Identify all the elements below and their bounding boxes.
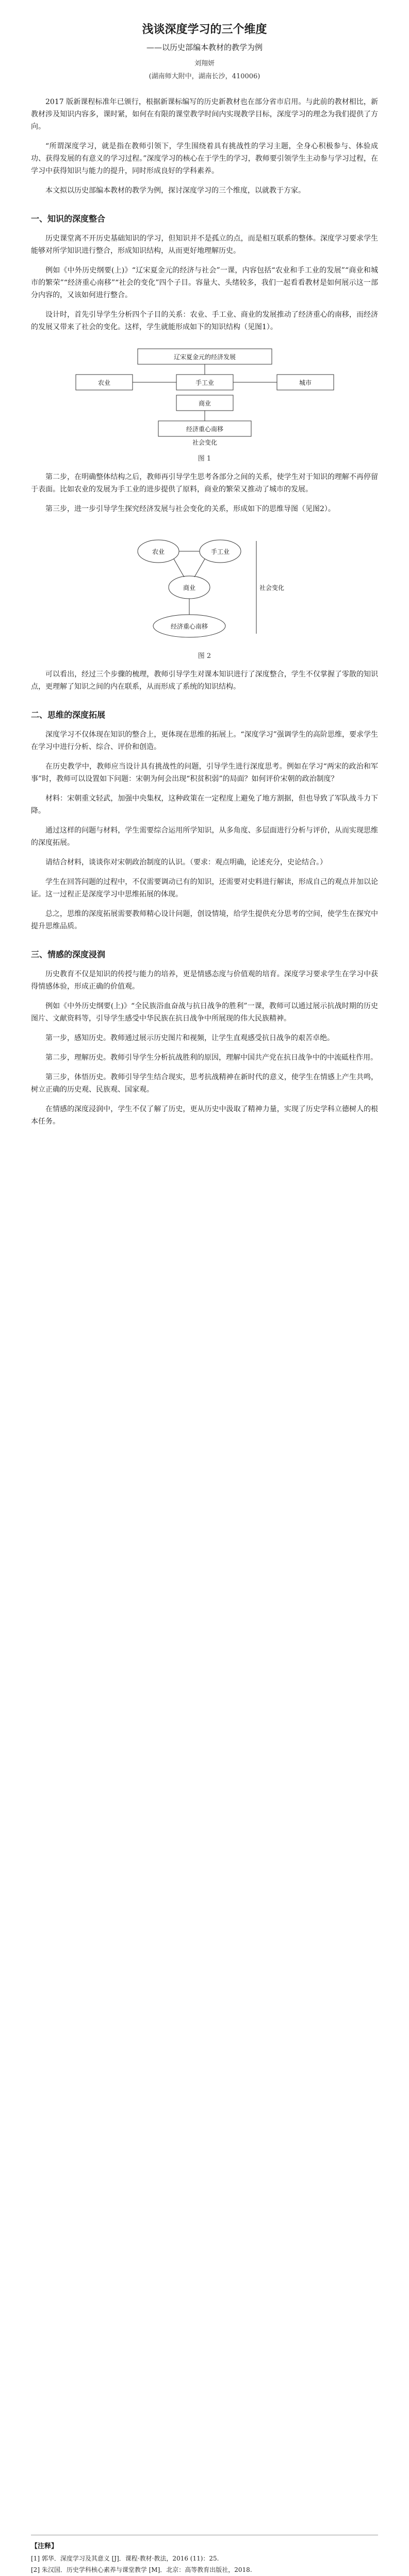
figure-2-diagram — [102, 526, 308, 644]
section1-paragraph: 历史课堂离不开历史基础知识的学习，但知识并不是孤立的点，而是相互联系的整体。深度学习要求学生能够对所学知识进行整合，形成知识结构，从而更好地理解历史。 — [31, 234, 378, 255]
footnote-item: [2] 朱汉国．历史学科核心素养与课堂教学 [M]．北京：高等教育出版社，2018. — [31, 2566, 252, 2573]
fig1-top-text: 辽宋夏金元的经济发展 — [173, 353, 236, 361]
section-heading-3: 三、情感的深度浸润 — [31, 950, 106, 959]
fig2-edge-2 — [194, 559, 205, 577]
article-subtitle: ——以历史部编本教材的教学为例 — [146, 43, 263, 52]
section3-paragraph: 在情感的深度浸润中，学生不仅了解了历史，更从历史中汲取了精神力量，实现了历史学科立德树人的根本任务。 — [31, 1105, 378, 1126]
footnotes-list — [31, 2553, 378, 2576]
figure-1 — [31, 344, 378, 463]
section1-paragraph: 例如《中外历史纲要(上)》“辽宋夏金元的经济与社会”一课，内容包括“农业和手工业的发展”“商业和城市的繁荣”“经济重心南移”“社会的变化”四个子目。容量大、头绪较多，我们一起看看教材是如何展示这一部分内容的，又该如何进行整合。 — [31, 266, 378, 299]
section-heading-2: 二、思维的深度拓展 — [31, 710, 106, 720]
fig2-node-1-text: 农业 — [152, 548, 165, 555]
section2-paragraph: 学生在回答问题的过程中，不仅需要调动已有的知识，还需要对史料进行解读，形成自己的观点并加以论证。这一过程正是深度学习中思维拓展的体现。 — [31, 878, 378, 899]
section2-paragraph: 深度学习不仅体现在知识的整合上，更体现在思维的拓展上。“深度学习”强调学生的高阶思维，要求学生在学习中进行分析、综合、评价和创造。 — [31, 731, 378, 751]
intro-paragraph: 2017 版新课程标准年已颁行，根据新课标编写的历史新教材也在部分省市启用。与此前的教材相比，新教材涉及知识内容多，课时紧，如何在有限的课堂教学时间内实现教学目标，深度学习的理念为我们提供了方向。 — [31, 98, 378, 131]
section1-paragraph: 第三步，进一步引导学生探究经济发展与社会变化的关系，形成如下的思维导图（见图2）。 — [45, 505, 335, 513]
section3-paragraph: 历史教育不仅是知识的传授与能力的培养，更是情感态度与价值观的培育。深度学习要求学生在学习中获得情感体验，形成正确的价值观。 — [31, 970, 378, 991]
fig1-bottom-label: 社会变化 — [192, 439, 217, 446]
section2-paragraph: 通过这样的问题与材料，学生需要综合运用所学知识，从多角度、多层面进行分析与评价，从而实现思维的深度拓展。 — [31, 826, 378, 847]
intro-paragraph: “所谓深度学习，就是指在教师引领下，学生围绕着具有挑战性的学习主题，全身心积极参与、体验成功、获得发展的有意义的学习过程。”深度学习的核心在于学生的学习，教师要引领学生主动参与学习过程，在学习中获得知识与能力的提升，同时形成良好的学科素养。 — [31, 142, 378, 175]
article-title: 浅谈深度学习的三个维度 — [142, 23, 267, 36]
figure-1-diagram — [60, 344, 349, 447]
fig1-mid-bottom-text: 商业 — [198, 400, 211, 407]
fig1-right-text: 城市 — [299, 379, 312, 386]
section2-paragraph: 总之，思维的深度拓展需要教师精心设计问题，创设情境，给学生提供充分思考的空间，使学生在探究中提升思维品质。 — [31, 910, 378, 930]
footnotes — [31, 2535, 378, 2576]
section2-paragraph: 材料：宋朝重文轻武，加强中央集权，这种政策在一定程度上避免了地方割据，但也导致了军队战斗力下降。 — [31, 794, 378, 815]
figure-1-caption: 图 1 — [198, 455, 211, 463]
figure-2-caption: 图 2 — [198, 652, 211, 660]
section3-paragraphs — [31, 968, 378, 1128]
section1-paragraphs-after-fig1 — [31, 471, 378, 515]
author-affiliation: (湖南师大附中，湖南长沙，410006) — [149, 73, 260, 80]
section2-paragraphs — [31, 728, 378, 933]
section3-paragraph: 第二步，理解历史。教师引导学生分析抗战胜利的原因，理解中国共产党在抗日战争中的中流砥柱作用。 — [45, 1054, 378, 1062]
section3-paragraph: 第三步，体悟历史。教师引导学生结合现实，思考抗战精神在新时代的意义，使学生在情感上产生共鸣，树立正确的历史观、民族观、国家观。 — [31, 1073, 378, 1094]
fig2-edge-1 — [174, 559, 184, 577]
footnotes-title: 【注释】 — [31, 2543, 58, 2550]
section1-paragraph: 可以看出，经过三个步骤的梳理，教师引导学生对课本知识进行了深度整合，学生不仅掌握了零散的知识点，更理解了知识之间的内在联系，从而形成了系统的知识结构。 — [31, 670, 378, 691]
section-heading-1: 一、知识的深度整合 — [31, 214, 106, 224]
figure-2 — [31, 526, 378, 660]
fig2-node-3-text: 商业 — [183, 584, 195, 591]
intro-section — [31, 96, 378, 197]
section1-paragraph: 设计时，首先引导学生分析四个子目的关系：农业、手工业、商业的发展推动了经济重心的南移，而经济的发展又带来了社会的变化。这样，学生就能形成如下的知识结构（见图1）。 — [31, 311, 378, 331]
footnote-item: [1] 郭华．深度学习及其意义 [J]．课程·教材·教法，2016 (11)：25. — [31, 2555, 219, 2562]
section3-paragraph: 第一步，感知历史。教师通过展示历史图片和视频，让学生直观感受抗日战争的艰苦卓绝。 — [45, 1034, 334, 1042]
fig2-side-label: 社会变化 — [259, 584, 284, 591]
section1-paragraph: 第二步，在明确整体结构之后，教师再引导学生思考各部分之间的关系，使学生对于知识的理解不再停留于表面。比如农业的发展为手工业的进步提供了原料，商业的繁荣又推动了城市的发展。 — [31, 473, 378, 494]
article-body — [31, 21, 378, 1135]
section3-paragraph: 例如《中外历史纲要(上)》“全民族浴血奋战与抗日战争的胜利”一课，教师可以通过展示抗战时期的历史图片、文献资料等，引导学生感受中华民族在抗日战争中所展现的伟大民族精神。 — [31, 1002, 378, 1023]
fig1-bottom-text: 经济重心南移 — [186, 426, 223, 433]
section2-paragraph: 在历史教学中，教师应当设计具有挑战性的问题，引导学生进行深度思考。例如在学习“两宋的政治和军事”时，教师可以设置如下问题：宋朝为何会出现“积贫积弱”的局面？如何评价宋朝的政治制度？ — [31, 762, 378, 783]
section1-paragraphs — [31, 232, 378, 333]
section2-paragraph: 请结合材料，谈谈你对宋朝政治制度的认识。（要求：观点明确，论述充分，史论结合。） — [45, 858, 327, 867]
fig1-mid-top-text: 手工业 — [195, 379, 214, 386]
fig2-node-2-text: 手工业 — [210, 548, 230, 555]
author-name: 刘翔妍 — [194, 60, 215, 67]
fig1-left-text: 农业 — [97, 379, 110, 386]
fig2-node-4-text: 经济重心南移 — [170, 623, 208, 630]
intro-paragraph: 本文拟以历史部编本教材的教学为例，探讨深度学习的三个维度，以就教于方家。 — [45, 187, 305, 195]
section1-paragraphs-after-fig2 — [31, 668, 378, 693]
